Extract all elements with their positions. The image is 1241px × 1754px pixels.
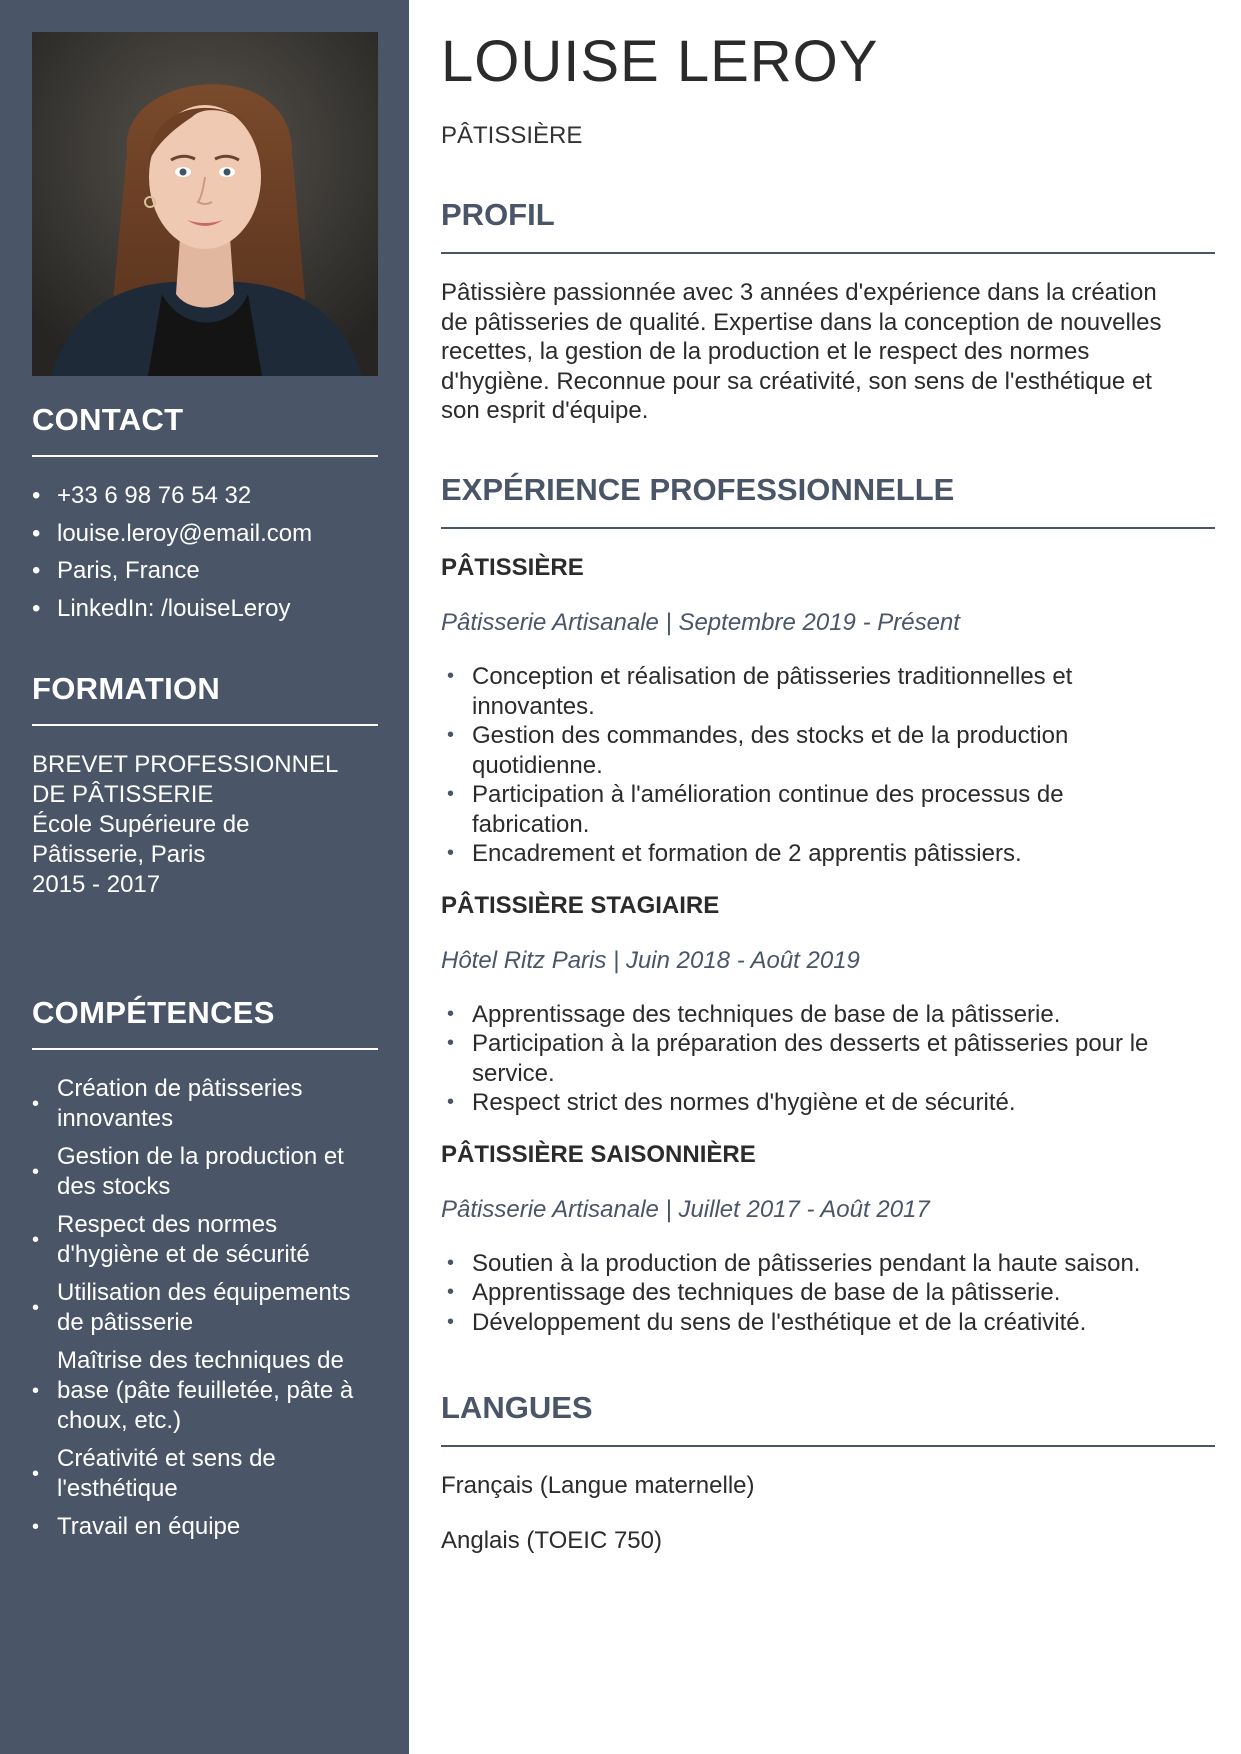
formation-dates: 2015 - 2017	[32, 871, 161, 898]
skills-heading: COMPÉTENCES	[32, 995, 275, 1030]
experience-divider	[441, 527, 1215, 529]
contact-heading: CONTACT	[32, 402, 184, 437]
skill-item: • Respect des normes d'hygiène et de sécurité	[32, 1211, 310, 1268]
languages-heading: LANGUES	[441, 1390, 593, 1425]
job-entry	[441, 1140, 1215, 1338]
job-title: PÂTISSIÈRE SAISONNIÈRE	[441, 1140, 756, 1168]
language-item: Français (Langue maternelle)	[441, 1472, 755, 1499]
experience-section	[441, 471, 1215, 1337]
formation-school-line-2: Pâtisserie, Paris	[32, 841, 206, 868]
job-bullet: • Participation à la préparation des desserts et pâtisseries pour le service.	[441, 1029, 1215, 1088]
formation-section	[32, 670, 378, 900]
portrait-icon	[32, 32, 378, 376]
contact-linkedin[interactable]: • LinkedIn: /louiseLeroy	[32, 594, 378, 624]
languages-section	[441, 1389, 1215, 1556]
formation-degree-line-1: BREVET PROFESSIONNEL	[32, 751, 339, 778]
job-company-dates: Pâtisserie Artisanale | Septembre 2019 - Présent	[441, 609, 960, 636]
job-company-dates: Hôtel Ritz Paris | Juin 2018 - Août 2019	[441, 946, 860, 974]
contact-email[interactable]: • louise.leroy@email.com	[32, 519, 378, 549]
job-bullets	[441, 662, 1215, 869]
formation-school-line-1: École Supérieure de	[32, 811, 250, 838]
profile-photo	[32, 32, 378, 376]
job-entry	[441, 891, 1215, 1118]
job-bullet: • Respect strict des normes d'hygiène et de sécurité.	[441, 1088, 1215, 1118]
job-title: PÂTISSIÈRE	[441, 554, 584, 581]
contact-list	[32, 481, 378, 624]
bullet-icon: •	[32, 1516, 40, 1538]
skill-item: • Maîtrise des techniques de base (pâte feuilletée, pâte à choux, etc.)	[32, 1347, 354, 1434]
job-company-dates: Pâtisserie Artisanale | Juillet 2017 - Août 2017	[441, 1195, 930, 1223]
job-entry	[441, 553, 1215, 869]
contact-location: • Paris, France	[32, 556, 378, 586]
bullet-icon: •	[32, 1380, 40, 1402]
profile-heading: PROFIL	[441, 197, 555, 232]
skill-item: • Utilisation des équipements de pâtisserie	[32, 1279, 351, 1336]
skills-divider	[32, 1048, 378, 1050]
formation-degree-line-2: DE PÂTISSERIE	[32, 781, 214, 808]
bullet-icon: •	[32, 1229, 40, 1251]
bullet-icon: •	[32, 1297, 40, 1319]
job-bullet: • Soutien à la production de pâtisseries pendant la haute saison.	[441, 1249, 1215, 1279]
formation-heading: FORMATION	[32, 671, 221, 706]
profile-section	[441, 196, 1215, 426]
candidate-title: PÂTISSIÈRE	[441, 122, 583, 149]
job-bullet: • Participation à l'amélioration continue des processus de fabrication.	[441, 780, 1215, 839]
job-bullet: • Apprentissage des techniques de base de la pâtisserie.	[441, 1000, 1215, 1030]
skills-section	[32, 994, 378, 1550]
job-bullet: • Encadrement et formation de 2 apprentis pâtissiers.	[441, 839, 1215, 869]
sidebar	[0, 0, 409, 1754]
bullet-icon: •	[32, 1093, 40, 1115]
job-bullet: • Développement du sens de l'esthétique et de la créativité.	[441, 1308, 1215, 1338]
contact-divider	[32, 455, 378, 457]
profile-summary: Pâtissière passionnée avec 3 années d'expérience dans la création de pâtisseries de qualité. Expertise dans la conception de nouvelles recettes, la gestion de la production et le respect des normes d'hygiène. Reconnue pour sa créativité, son sens de l'esthétique et son esprit d'équipe.	[441, 279, 1162, 424]
candidate-name: LOUISE LEROY	[441, 29, 879, 94]
job-bullet: • Gestion des commandes, des stocks et de la production quotidienne.	[441, 721, 1215, 780]
formation-details	[32, 750, 378, 900]
skill-item: • Création de pâtisseries innovantes	[32, 1075, 303, 1132]
experience-heading: EXPÉRIENCE PROFESSIONNELLE	[441, 472, 955, 507]
bullet-icon: •	[32, 1463, 40, 1485]
job-bullet: • Conception et réalisation de pâtisseries traditionnelles et innovantes.	[441, 662, 1215, 721]
job-bullets	[441, 1249, 1215, 1338]
languages-divider	[441, 1445, 1215, 1447]
contact-section	[32, 401, 378, 631]
language-item: Anglais (TOEIC 750)	[441, 1527, 662, 1554]
formation-divider	[32, 724, 378, 726]
job-bullet: • Apprentissage des techniques de base de la pâtisserie.	[441, 1278, 1215, 1308]
skill-item: • Travail en équipe	[32, 1513, 241, 1540]
contact-phone[interactable]: • +33 6 98 76 54 32	[32, 481, 378, 511]
skill-item: • Créativité et sens de l'esthétique	[32, 1445, 276, 1502]
skills-list	[32, 1074, 378, 1542]
bullet-icon: •	[32, 1161, 40, 1183]
profile-divider	[441, 252, 1215, 254]
job-title: PÂTISSIÈRE STAGIAIRE	[441, 891, 720, 919]
job-bullets	[441, 1000, 1215, 1118]
skill-item: • Gestion de la production et des stocks	[32, 1143, 344, 1200]
